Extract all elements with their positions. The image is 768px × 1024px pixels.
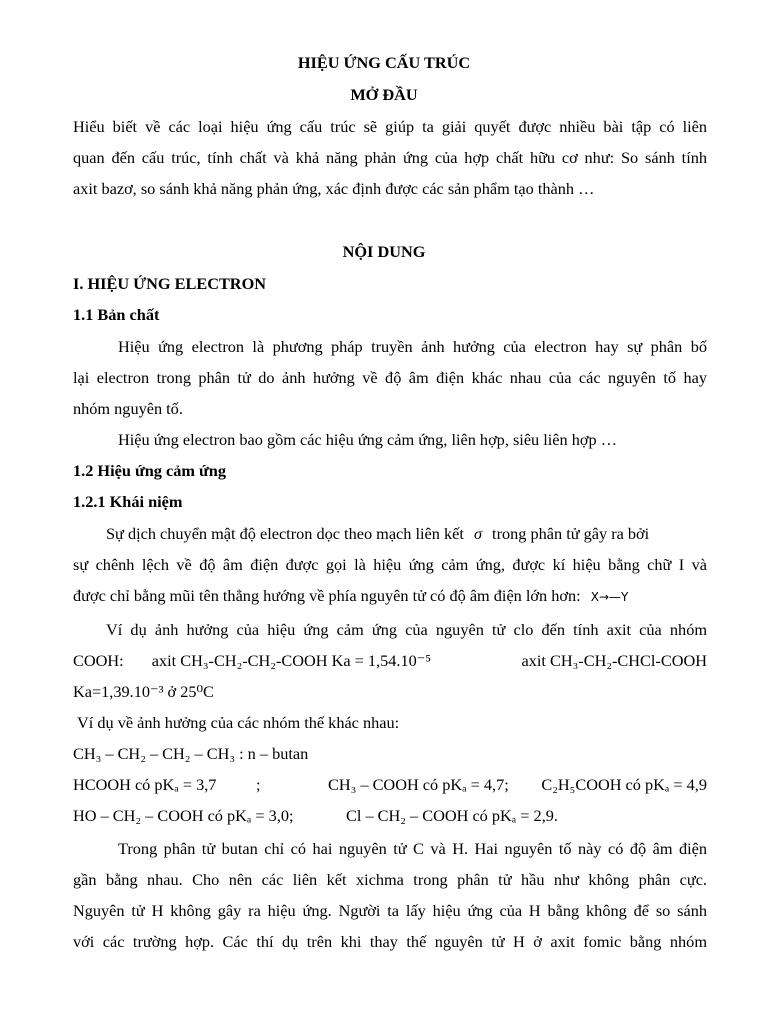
pka-formic: HCOOH có pKₐ = 3,7	[73, 775, 217, 794]
paragraph-1-1-line-1: Hiệu ứng electron là phương pháp truyền ảnh hưởng của electron hay sự phân bố	[118, 337, 707, 356]
content-heading: NỘI DUNG	[342, 242, 426, 261]
example-1-acid-a: axit CH₃-CH₂-CH₂-COOH Ka = 1,54.10⁻⁵	[151, 651, 432, 670]
definition-text-b: trong phân tử gây ra bởi	[492, 524, 650, 543]
paragraph-last-line-3: Nguyên tử H không gây ra hiệu ứng. Người ta lấy hiệu ứng của H bằng không để so sánh	[73, 901, 707, 920]
pka-chloroacetic: Cl – CH₂ – COOH có pKₐ = 2,9.	[346, 806, 558, 825]
arrow-xy-symbol: X→—Y	[590, 590, 629, 604]
paragraph-1-1-line-3: nhóm nguyên tố.	[73, 399, 183, 418]
butane-formula: CH₃ – CH₂ – CH₂ – CH₃ : n – butan	[73, 744, 309, 763]
paragraph-last-line-1: Trong phân tử butan chỉ có hai nguyên tử C và H. Hai nguyên tố này có độ âm điện	[118, 839, 707, 858]
subsection-heading-1-2: 1.2 Hiệu ứng cảm ứng	[73, 461, 226, 480]
section-heading-electron: I. HIỆU ỨNG ELECTRON	[73, 274, 266, 293]
example-1-line-1: Ví dụ ảnh hưởng của hiệu ứng cảm ứng của nguyên tử clo đến tính axit của nhóm	[106, 620, 707, 639]
paragraph-1-1-line-2: lại electron trong phân tử do ảnh hưởng về độ âm điện khác nhau của các nguyên tố hay	[73, 368, 707, 387]
example-2-intro: Ví dụ về ảnh hưởng của các nhóm thế khác nhau:	[77, 713, 400, 732]
paragraph-last-line-4: với các trường hợp. Các thí dụ trên khi thay thế nguyên tử H ở axit fomic bằng nhóm	[73, 932, 707, 951]
definition-text-c: được chỉ bằng mũi tên thẳng hướng về phía nguyên tử có độ âm điện lớn hơn:	[73, 586, 581, 605]
intro-line-1: Hiểu biết về các loại hiệu ứng cấu trúc sẽ giúp ta giải quyết được nhiều bài tập có liên	[73, 117, 707, 136]
paragraph-1-1-b: Hiệu ứng electron bao gồm các hiệu ứng cảm ứng, liên hợp, siêu liên hợp …	[118, 430, 617, 449]
definition-line-1	[106, 524, 707, 544]
pka-acetic: CH₃ – COOH có pKₐ = 4,7;	[328, 775, 509, 794]
pka-propanoic: C₂H₅COOH có pKₐ = 4,9	[541, 775, 707, 794]
example-1-line-3: Ka=1,39.10⁻³ ở 25⁰C	[73, 682, 214, 701]
paragraph-last-line-2: gần bằng nhau. Cho nên các liên kết xichma trong phân tử hầu như không phân cực.	[73, 870, 707, 889]
subsection-heading-1-2-1: 1.2.1 Khái niệm	[73, 492, 183, 511]
intro-heading: MỞ ĐẦU	[350, 85, 418, 104]
definition-text-a: Sự dịch chuyển mật độ electron dọc theo mạch liên kết	[106, 524, 464, 543]
definition-line-3	[73, 586, 707, 607]
document-title: HIỆU ỨNG CẤU TRÚC	[297, 53, 471, 72]
intro-line-3: axit bazơ, so sánh khả năng phản ứng, xác định được các sản phẩm tạo thành …	[73, 179, 595, 198]
pka-separator: ;	[256, 775, 261, 794]
example-1-cooh: COOH:	[73, 651, 124, 670]
example-1-line-2	[73, 651, 707, 671]
sigma-symbol: σ	[473, 524, 482, 543]
example-1-acid-b: axit CH₃-CH₂-CHCl-COOH	[521, 651, 707, 670]
subsection-heading-1-1: 1.1 Bản chất	[73, 305, 160, 324]
pka-glycolic: HO – CH₂ – COOH có pKₐ = 3,0;	[73, 806, 294, 825]
intro-line-2: quan đến cấu trúc, tính chất và khả năng phản ứng của hợp chất hữu cơ như: So sánh tính	[73, 148, 707, 167]
definition-line-2: sự chênh lệch về độ âm điện được gọi là hiệu ứng cảm ứng, được kí hiệu bằng chữ I và	[73, 555, 707, 574]
